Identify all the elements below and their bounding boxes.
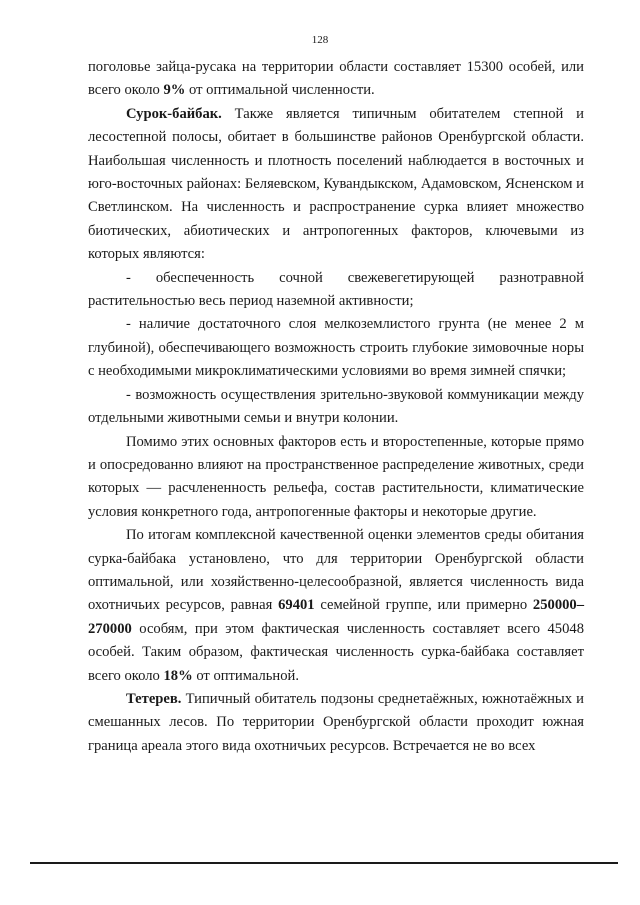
paragraph-marmot: Сурок-байбак. Также является типичным обитателем степной и лесостепной полосы, обитает в большинстве районов Оренбургской области. Наибольшая численность и плотность поселений наблюдается в восточных и юго-восточных районах: Беляевском, Кувандыкском, Адамовском, Ясненском и Светлинском. На численность и распространение сурка влияет множество биотических, абиотических и антропогенных факторов, ключевыми из которых являются: <box>88 105 584 263</box>
document-body <box>88 56 584 758</box>
bold-number: 69401 <box>278 597 315 614</box>
list-item: - обеспеченность сочной свежевегетирующей разнотравной растительностью весь период наземной активности; <box>88 269 584 310</box>
page-number: 128 <box>311 34 329 46</box>
list-item: - возможность осуществления зрительно-звуковой коммуникации между отдельными животными семьи и внутри колонии. <box>88 386 584 427</box>
bold-percent: 9% <box>163 82 186 99</box>
bold-percent: 18% <box>163 667 193 684</box>
paragraph-hare-continuation: поголовье зайца-русака на территории области составляет 15300 особей, или всего около 9% от оптимальной численности. <box>88 59 584 99</box>
footer-rule <box>30 862 618 864</box>
paragraph-black-grouse: Тетерев. Типичный обитатель подзоны среднетаёжных, южнотаёжных и смешанных лесов. По территории Оренбургской области проходит южная граница ареала этого вида охотничьих ресурсов. Встречается не во всех <box>88 690 584 754</box>
paragraph-secondary-factors: Помимо этих основных факторов есть и второстепенные, которые прямо и опосредованно влияют на пространственное распределение животных, среди которых — расчлененность рельефа, состав растительности, климатические условия конкретного года, антропогенные факторы и некоторые другие. <box>88 433 584 520</box>
paragraph-assessment: По итогам комплексной качественной оценки элементов среды обитания сурка-байбака установлено, что для территории Оренбургской области оптимальной, или хозяйственно-целесообразной, является численность вида охотничьих ресурсов, равная 69401 семейной группе, или примерно 250000–270000 особям, при этом фактическая численность составляет всего 45048 особей. Таким образом, фактическая численность сурка-байбака составляет всего около 18% от оптимальной. <box>88 527 584 684</box>
species-heading-marmot: Сурок-байбак. <box>126 105 222 122</box>
list-item: - наличие достаточного слоя мелкоземлистого грунта (не менее 2 м глубиной), обеспечивающего возможность строить глубокие зимовочные норы с необходимыми микроклиматическими условиями во время зимней спячки; <box>88 316 584 380</box>
bold-number: 250000–270000 <box>88 597 584 637</box>
species-heading-black-grouse: Тетерев. <box>126 690 182 707</box>
